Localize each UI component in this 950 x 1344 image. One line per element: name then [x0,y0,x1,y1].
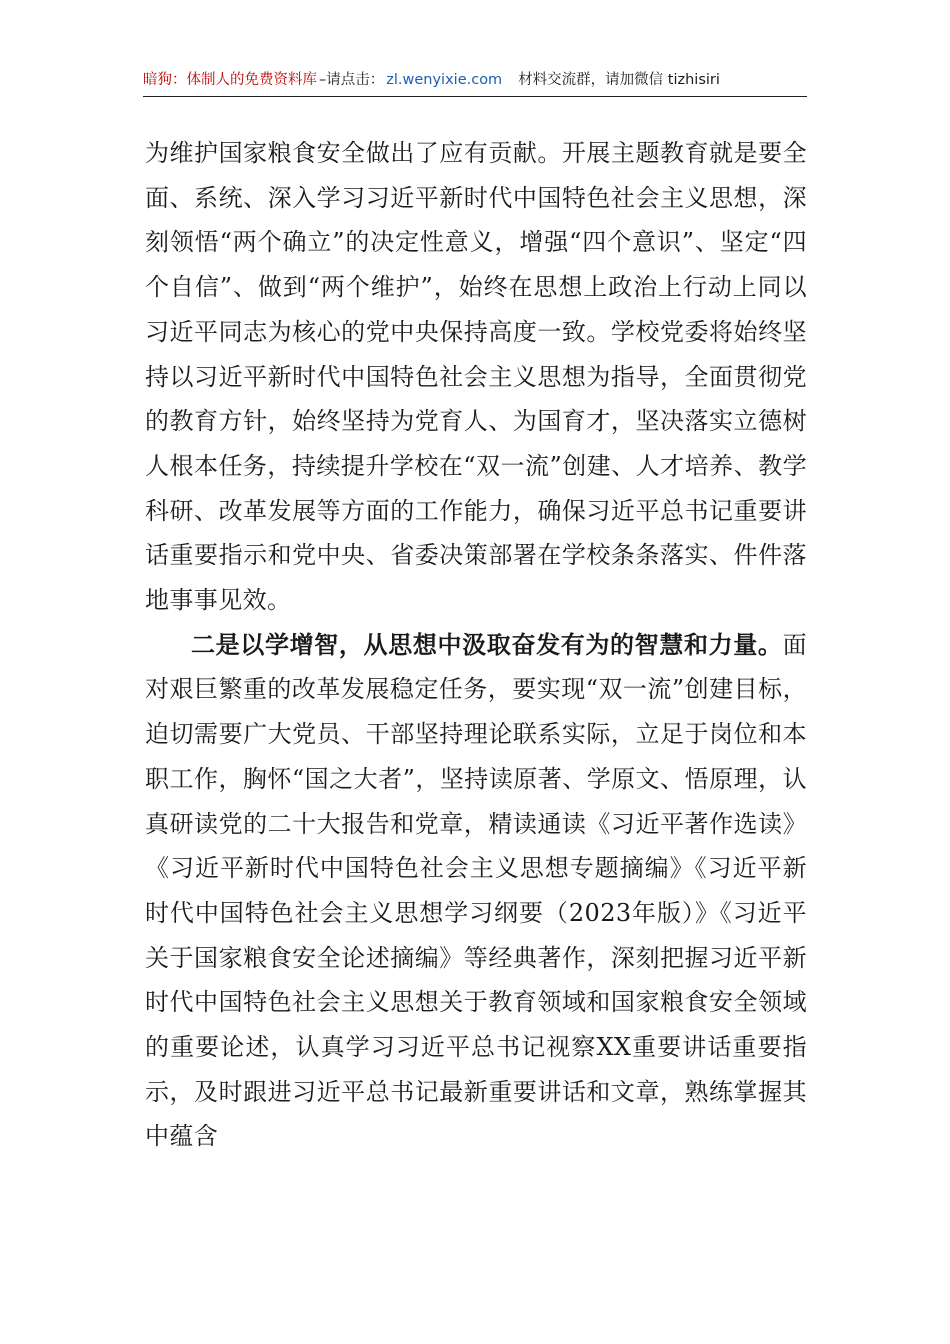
header-wechat-note: 材料交流群，请加微信 tizhisiri [518,72,720,88]
page-header [143,66,807,97]
header-brand: 暗狗：体制人的免费资料库 [143,72,317,88]
document-body [145,131,807,1159]
paragraph-1-text: 为维护国家粮食安全做出了应有贡献。开展主题教育就是要全面、系统、深入学习习近平新时代中国特色社会主义思想，深刻领悟“两个确立”的决定性意义，增强“四个意识”、坚定“四个自信”、做到“两个维护”，始终在思想上政治上行动上同以习近平同志为核心的党中央保持高度一致。学校党委将始终坚持以习近平新时代中国特色社会主义思想为指导，全面贯彻党的教育方针，始终坚持为党育人、为国育才，坚决落实立德树人根本任务，持续提升学校在“双一流”创建、人才培养、教学科研、改革发展等方面的工作能力，确保习近平总书记重要讲话重要指示和党中央、省委决策部署在学校条条落实、件件落地事事见效。 [145,139,807,615]
paragraph-2-lead: 二是以学增智，从思想中汲取奋发有为的智慧和力量。 [191,629,783,659]
paragraph-1 [145,131,807,623]
paragraph-2 [145,623,807,1159]
header-url-link[interactable]: zl.wenyixie.com [386,72,503,88]
header-link-prompt: –请点击： [319,72,385,88]
paragraph-2-body: 面对艰巨繁重的改革发展稳定任务，要实现“双一流”创建目标，迫切需要广大党员、干部坚持理论联系实际，立足于岗位和本职工作，胸怀“国之大者”，坚持读原著、学原文、悟原理，认真研读党的二十大报告和党章，精读通读《习近平著作选读》《习近平新时代中国特色社会主义思想专题摘编》《习近平新时代中国特色社会主义思想学习纲要（2023年版）》《习近平关于国家粮食安全论述摘编》等经典著作，深刻把握习近平新时代中国特色社会主义思想关于教育领域和国家粮食安全领域的重要论述，认真学习习近平总书记视察XX重要讲话重要指示，及时跟进习近平总书记最新重要讲话和文章，熟练掌握其中蕴含 [145,630,807,1151]
